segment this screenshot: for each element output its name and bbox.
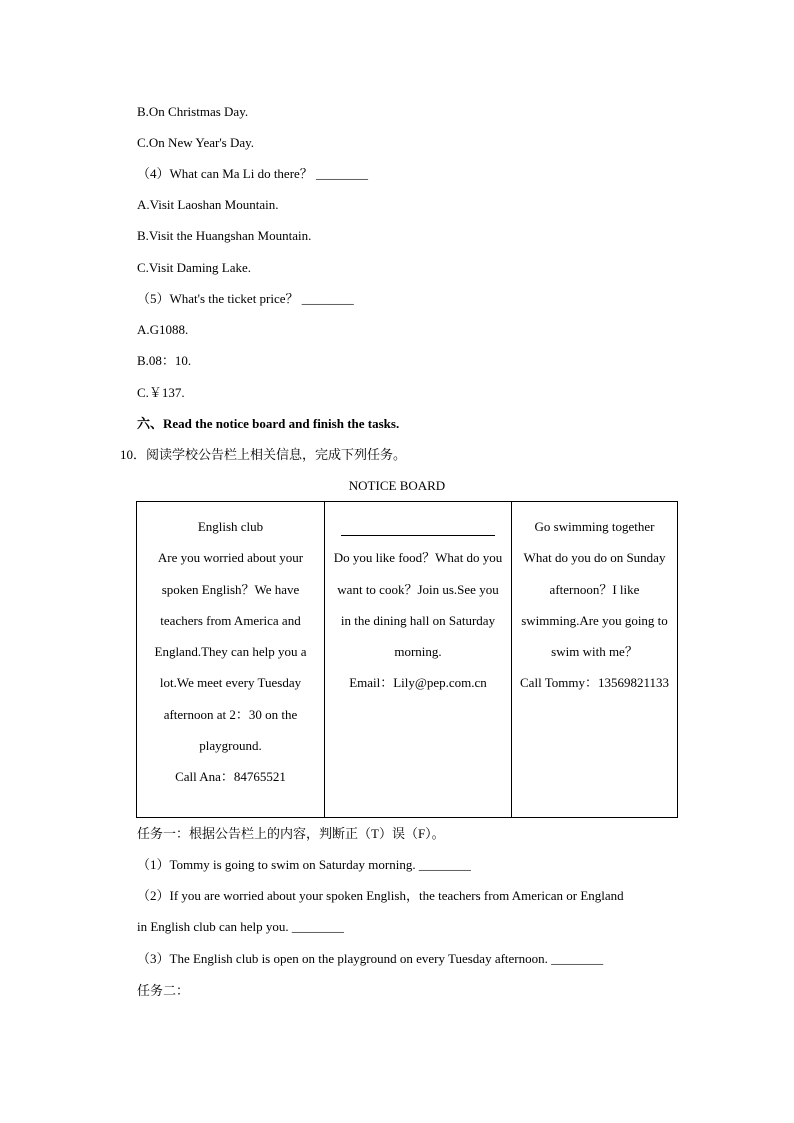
swimming-line: Go swimming together [534, 519, 655, 534]
cooking-line: Email：Lily@pep.com.cn [349, 675, 487, 691]
english-club-line: Call Ana：84765521 [175, 769, 286, 785]
option-c-price: C.￥137. [137, 385, 185, 400]
option-c-new-year: C.On New Year's Day. [137, 135, 255, 150]
task-1-item-2-cont: in English club can help you. ________ [137, 919, 344, 934]
cooking-line: want to cook？Join us.See you [337, 581, 499, 597]
option-c-daming: C.Visit Daming Lake. [137, 260, 252, 275]
option-a-laoshan: A.Visit Laoshan Mountain. [137, 197, 279, 212]
english-club-line: lot.We meet every Tuesday [159, 675, 302, 691]
english-club-line: playground. [199, 738, 262, 754]
swimming-line: afternoon？I like [549, 581, 640, 597]
notice-board-table [136, 501, 678, 818]
section-heading: 六、Read the notice board and finish the tasks. [137, 416, 400, 431]
notice-board-title: NOTICE BOARD [348, 478, 446, 493]
swimming-line: swimming.Are you going to [521, 612, 668, 628]
option-b-christmas: B.On Christmas Day. [137, 104, 249, 119]
cooking-line: morning. [394, 644, 442, 660]
english-club-line: English club [197, 519, 264, 534]
option-b-huangshan: B.Visit the Huangshan Mountain. [137, 228, 312, 243]
notice-swimming [512, 502, 678, 818]
english-club-line: spoken English？We have [161, 581, 300, 597]
english-club-line: teachers from America and [160, 612, 301, 628]
option-a-g1088: A.G1088. [137, 322, 189, 337]
swimming-line: Call Tommy：13569821133 [520, 675, 669, 691]
task-1-title: 任务一：根据公告栏上的内容，判断正（T）误（F）。 [137, 826, 445, 841]
option-b-time: B.08：10. [137, 353, 192, 368]
cooking-line: in the dining hall on Saturday [340, 612, 496, 628]
notice-cooking [325, 502, 512, 818]
task-1-item-1: （1）Tommy is going to swim on Saturday morning. ________ [137, 857, 471, 872]
task-2-title: 任务二： [137, 983, 190, 998]
swimming-line: What do you do on Sunday [523, 550, 666, 566]
notice-english-club [137, 502, 325, 818]
english-club-line: Are you worried about your [157, 550, 304, 566]
question-10: 10．阅读学校公告栏上相关信息，完成下列任务。 [120, 447, 407, 462]
question-4: （4）What can Ma Li do there？ ________ [137, 166, 369, 181]
task-1-item-2: （2）If you are worried about your spoken English，the teachers from American or England [137, 888, 624, 903]
question-5: （5）What's the ticket price？ ________ [137, 291, 354, 306]
english-club-line: afternoon at 2：30 on the [163, 706, 298, 722]
swimming-line: swim with me？ [551, 644, 638, 660]
cooking-line: Do you like food？What do you [333, 550, 503, 566]
english-club-line: England.They can help you a [154, 644, 307, 660]
blank-heading-line[interactable] [341, 521, 495, 536]
task-1-item-3: （3）The English club is open on the playground on every Tuesday afternoon. ________ [137, 951, 604, 966]
